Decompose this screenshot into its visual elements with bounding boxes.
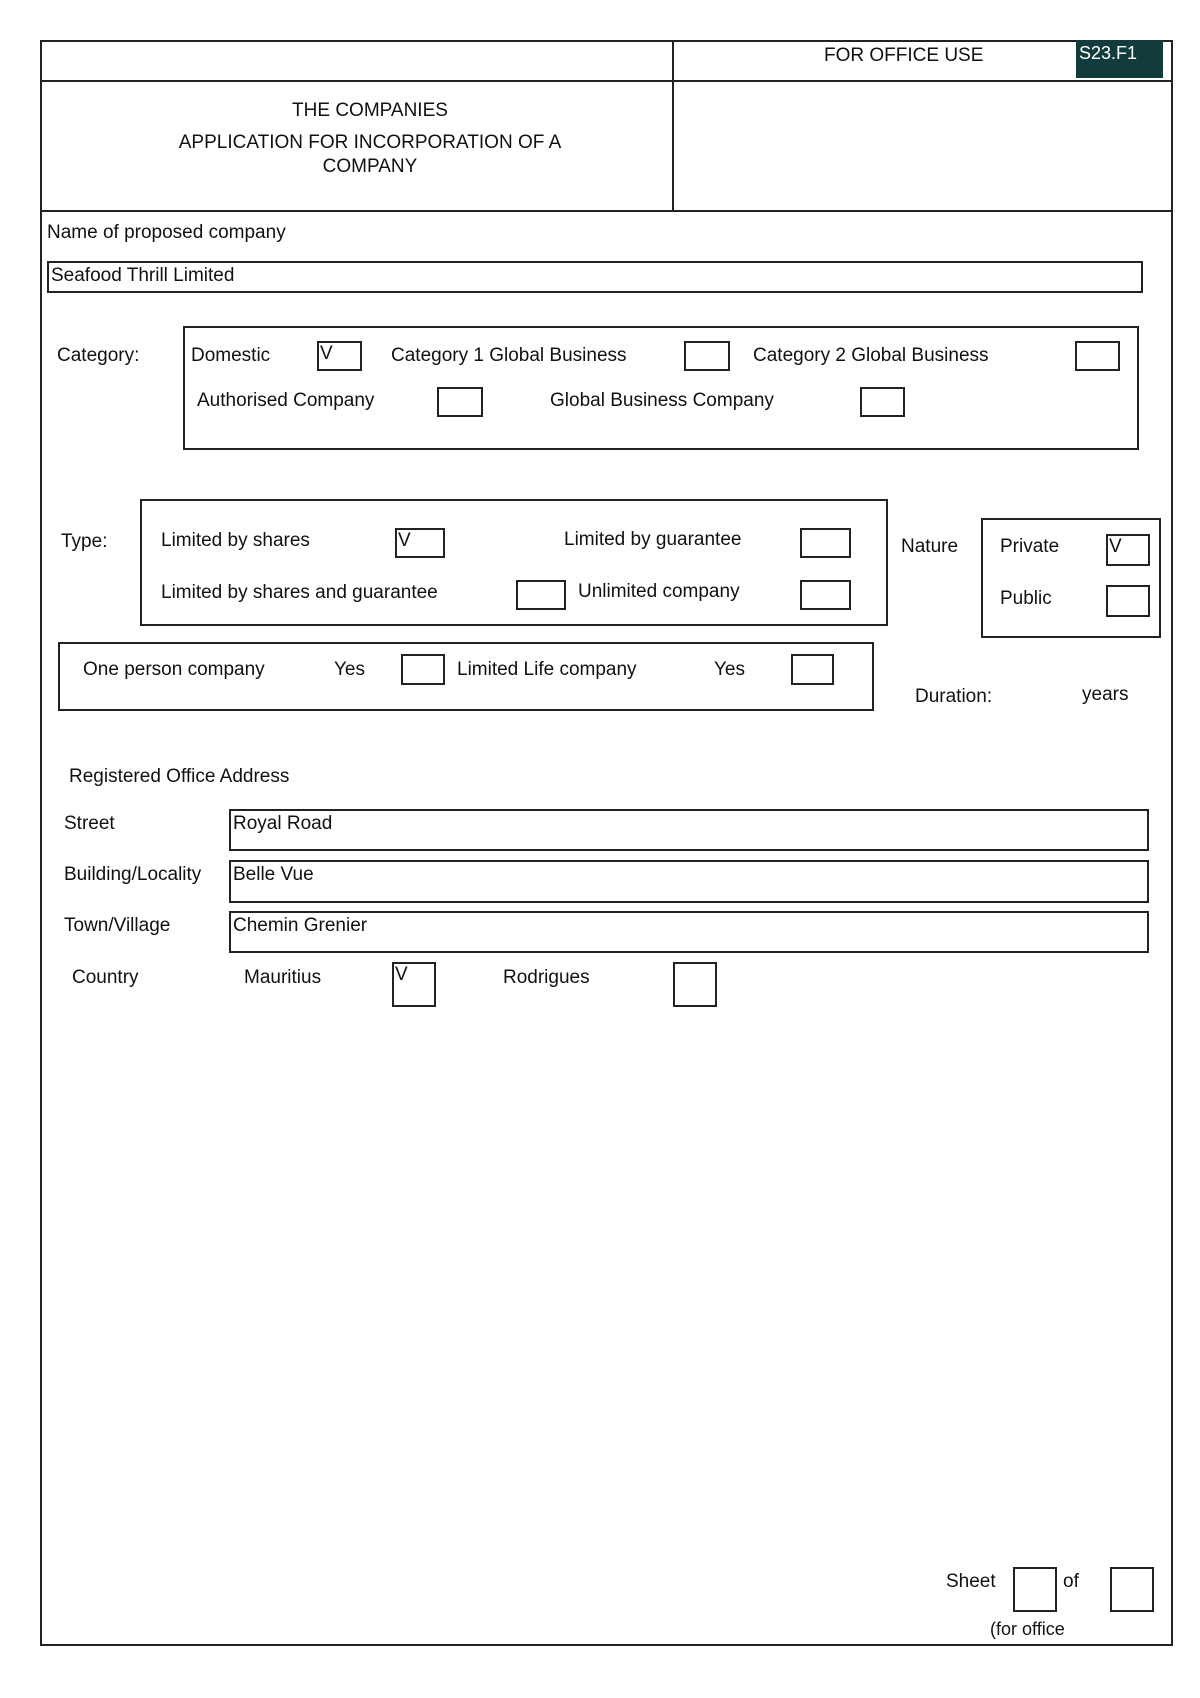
years-label: years: [1082, 684, 1129, 705]
global-business-company-label: Global Business Company: [550, 390, 774, 411]
limited-by-shares-and-guarantee-label: Limited by shares and guarantee: [161, 582, 438, 603]
office-use-label: FOR OFFICE USE: [824, 45, 984, 66]
public-checkbox[interactable]: [1106, 585, 1150, 617]
town-village-field[interactable]: Chemin Grenier: [229, 911, 1149, 953]
one-person-yes-label: Yes: [334, 659, 365, 680]
company-name-label: Name of proposed company: [47, 222, 286, 243]
building-locality-label: Building/Locality: [64, 864, 202, 885]
unlimited-company-checkbox[interactable]: [800, 580, 851, 610]
category-domestic-checkbox[interactable]: V: [317, 341, 362, 371]
header-divider-vertical: [672, 40, 674, 212]
sheet-label: Sheet: [946, 1571, 996, 1592]
limited-by-guarantee-label: Limited by guarantee: [564, 529, 742, 550]
company-name-field[interactable]: Seafood Thrill Limited: [47, 261, 1143, 293]
private-checkbox[interactable]: V: [1106, 534, 1150, 566]
authorised-company-checkbox[interactable]: [437, 387, 483, 417]
limited-life-yes-checkbox[interactable]: [791, 654, 834, 685]
form-code-badge: S23.F1: [1076, 40, 1163, 78]
category-label: Category:: [57, 345, 140, 366]
one-person-yes-checkbox[interactable]: [401, 654, 445, 685]
title-line-2: APPLICATION FOR INCORPORATION OF A: [178, 132, 562, 153]
limited-by-shares-label: Limited by shares: [161, 530, 310, 551]
limited-by-shares-checkbox[interactable]: V: [395, 528, 445, 558]
page-title: [140, 99, 600, 179]
category-1-global-label: Category 1 Global Business: [391, 345, 627, 366]
global-business-company-checkbox[interactable]: [860, 387, 905, 417]
limited-by-guarantee-checkbox[interactable]: [800, 528, 851, 558]
one-person-company-label: One person company: [83, 659, 265, 680]
rodrigues-label: Rodrigues: [503, 967, 590, 988]
country-label: Country: [72, 967, 139, 988]
rodrigues-checkbox[interactable]: [673, 962, 717, 1007]
category-1-global-checkbox[interactable]: [684, 341, 730, 371]
category-domestic-label: Domestic: [191, 345, 271, 366]
title-line-1: THE COMPANIES: [292, 100, 448, 121]
mauritius-label: Mauritius: [244, 967, 322, 988]
title-line-3: COMPANY: [322, 156, 418, 177]
category-2-global-label: Category 2 Global Business: [753, 345, 989, 366]
address-heading: Registered Office Address: [69, 766, 290, 787]
town-village-label: Town/Village: [64, 915, 171, 936]
limited-by-shares-and-guarantee-checkbox[interactable]: [516, 580, 566, 610]
sheet-total-box[interactable]: [1110, 1567, 1154, 1612]
authorised-company-label: Authorised Company: [197, 390, 375, 411]
limited-life-company-label: Limited Life company: [457, 659, 637, 680]
header-divider-horizontal: [40, 80, 1173, 82]
nature-label: Nature: [901, 536, 959, 557]
private-label: Private: [1000, 536, 1060, 557]
unlimited-company-label: Unlimited company: [578, 581, 740, 602]
type-group: [140, 499, 888, 626]
duration-label: Duration:: [915, 686, 993, 707]
office-note: (for office: [990, 1619, 1065, 1639]
mauritius-checkbox[interactable]: V: [392, 962, 436, 1007]
header-bottom-line: [40, 210, 1173, 212]
limited-life-yes-label: Yes: [714, 659, 745, 680]
of-label: of: [1063, 1571, 1079, 1592]
sheet-number-box[interactable]: [1013, 1567, 1057, 1612]
building-locality-field[interactable]: Belle Vue: [229, 860, 1149, 903]
public-label: Public: [1000, 588, 1052, 609]
category-2-global-checkbox[interactable]: [1075, 341, 1120, 371]
type-label: Type:: [61, 531, 108, 552]
street-label: Street: [64, 813, 115, 834]
street-field[interactable]: Royal Road: [229, 809, 1149, 851]
